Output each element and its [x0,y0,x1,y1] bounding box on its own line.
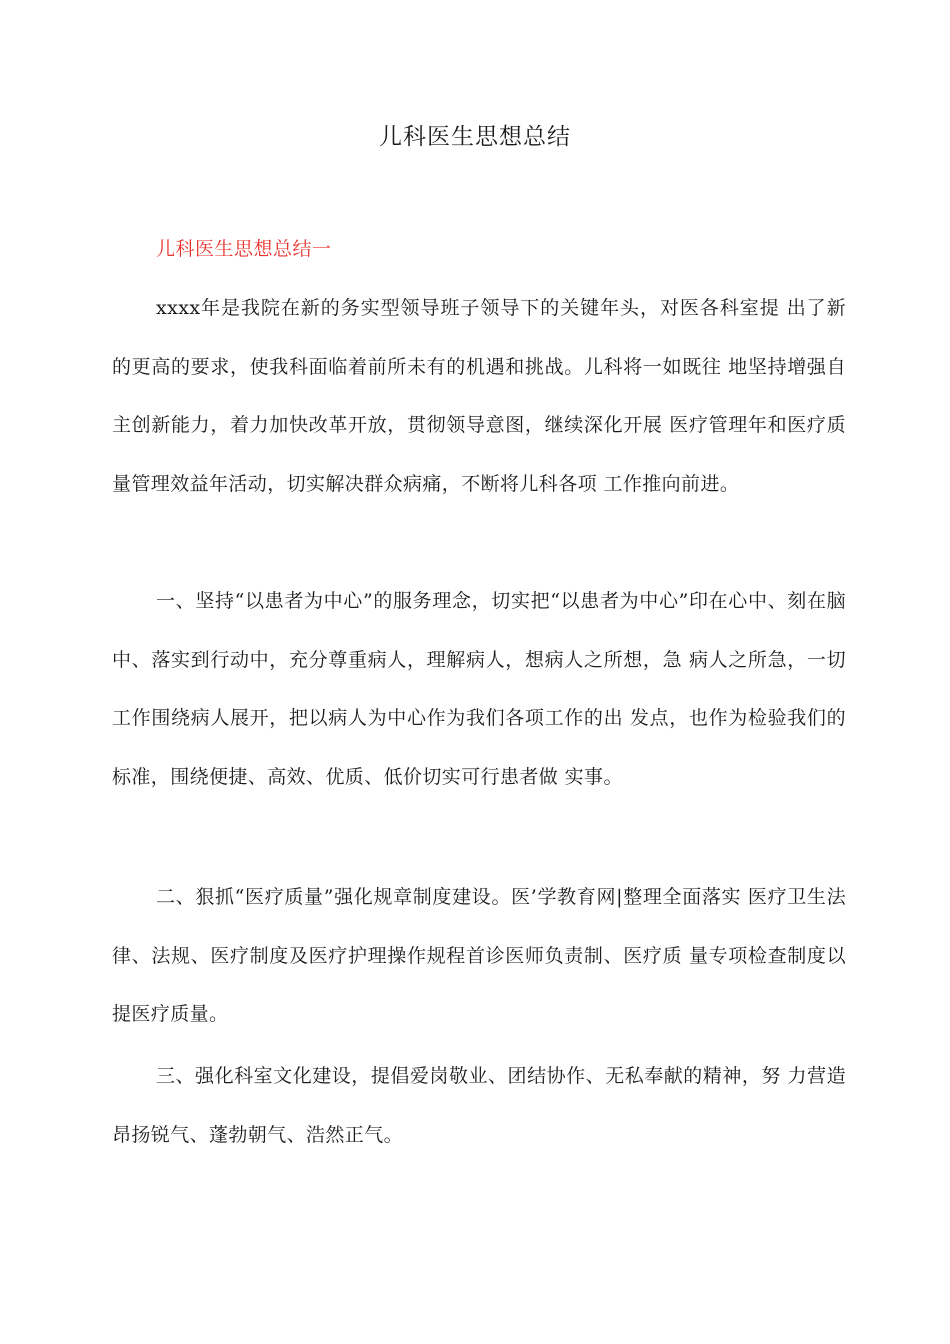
paragraph-point-two: 二、狠抓“医疗质量”强化规章制度建设。医’学教育网|整理全面落实 医疗卫生法律、法规、医疗制度及医疗护理操作规程首诊医师负责制、医疗质 量专项检查制度以提医疗质量。 [112,886,846,1025]
paragraph-point-one: 一、坚持“以患者为中心”的服务理念，切实把“以患者为中心”印在心中、刻在脑中、落实到行动中，充分尊重病人，理解病人，想病人之所想，急 病人之所急，一切工作围绕病人展开，把以病人为中心作为我们各项工作的出 发点，也作为检验我们的标准，围绕便捷、高效、优质、低价切实可行患者做 实事。 [112,590,846,788]
section-heading: 儿科医生思想总结一 [156,238,332,260]
document-title: 儿科医生思想总结 [379,124,571,150]
paragraph-point-three: 三、强化科室文化建设，提倡爱岗敬业、团结协作、无私奉献的精神，努 力营造昂扬锐气、蓬勃朝气、浩然正气。 [112,1065,846,1146]
paragraph-intro: xxxx年是我院在新的务实型领导班子领导下的关键年头，对医各科室提 出了新的更高的要求，使我科面临着前所未有的机遇和挑战。儿科将一如既往 地坚持增强自主创新能力，着力加快改革开放，贯彻领导意图，继续深化开展 医疗管理年和医疗质量管理效益年活动，切实解决群众病痛，不断将儿科各项 工作推向前进。 [112,297,846,495]
